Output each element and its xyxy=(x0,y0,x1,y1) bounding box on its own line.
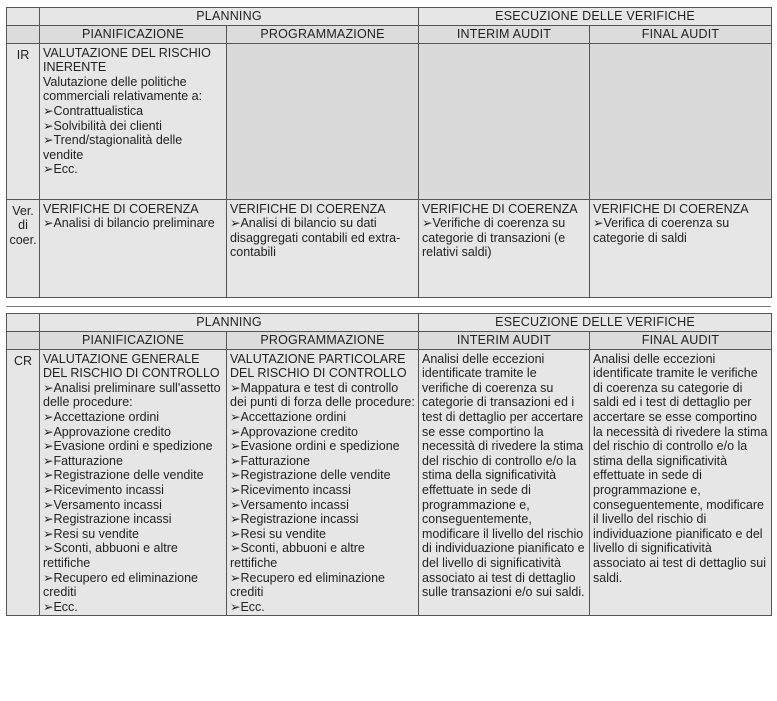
list-item: ➢Registrazione incassi xyxy=(230,512,359,527)
list-item: ➢Resi su vendite xyxy=(230,526,326,541)
list-item: ➢Accettazione ordini xyxy=(230,409,347,424)
cell-ver-pianificazione xyxy=(40,199,227,297)
corner-cell-2 xyxy=(7,331,40,349)
cell-cr-interim xyxy=(419,349,590,616)
cell-title: VERIFICHE DI COERENZA xyxy=(43,201,199,216)
list-item: ➢Contrattualistica xyxy=(43,103,144,118)
header-planning: PLANNING xyxy=(40,8,419,26)
header-interim-audit: INTERIM AUDIT xyxy=(419,25,590,43)
header-final-audit: FINAL AUDIT xyxy=(590,331,772,349)
list-item: ➢Trend/stagionalità delle vendite xyxy=(43,133,183,162)
cell-list xyxy=(43,381,223,615)
list-item: ➢Versamento incassi xyxy=(43,497,162,512)
cell-ver-programmazione xyxy=(227,199,419,297)
list-item: ➢Evasione ordini e spedizione xyxy=(43,439,213,454)
audit-table-inherent-risk xyxy=(6,7,772,298)
list-item: ➢Sconti, abbuoni e altre rettifiche xyxy=(43,541,178,570)
list-item: ➢Sconti, abbuoni e altre rettifiche xyxy=(230,541,365,570)
cell-title: VALUTAZIONE PARTICOLARE DEL RISCHIO DI CONTROLLO xyxy=(230,351,407,381)
cell-cr-final xyxy=(590,349,772,616)
list-item: ➢Accettazione ordini xyxy=(43,409,160,424)
corner-cell xyxy=(7,314,40,332)
cell-title: VERIFICHE DI COERENZA xyxy=(593,201,749,216)
list-item: ➢Recupero ed eliminazione crediti xyxy=(230,570,386,600)
header-final-audit: FINAL AUDIT xyxy=(590,25,772,43)
corner-cell xyxy=(7,8,40,26)
row-label-ver: Ver. di coer. xyxy=(7,199,40,297)
header-programmazione: PROGRAMMAZIONE xyxy=(227,25,419,43)
cell-list xyxy=(43,216,223,231)
header-pianificazione: PIANIFICAZIONE xyxy=(40,25,227,43)
row-ir xyxy=(7,43,772,199)
list-item: ➢Fatturazione xyxy=(230,453,310,468)
header-row-subphases xyxy=(7,331,772,349)
list-item: ➢Verifica di coerenza su categorie di saldi xyxy=(593,216,730,245)
list-item: ➢Ricevimento incassi xyxy=(43,482,164,497)
header-programmazione: PROGRAMMAZIONE xyxy=(227,331,419,349)
list-item: ➢Fatturazione xyxy=(43,453,123,468)
cell-ir-final-empty xyxy=(590,43,772,199)
list-item: ➢Ricevimento incassi xyxy=(230,482,351,497)
header-row-phases xyxy=(7,8,772,26)
cell-ir-pianificazione xyxy=(40,43,227,199)
list-item: ➢Registrazione delle vendite xyxy=(43,468,204,483)
header-row-phases xyxy=(7,314,772,332)
list-item: ➢Registrazione delle vendite xyxy=(230,468,391,483)
cell-list xyxy=(230,216,415,260)
header-esecuzione: ESECUZIONE DELLE VERIFICHE xyxy=(419,314,772,332)
row-cr xyxy=(7,349,772,616)
list-item: ➢Resi su vendite xyxy=(43,526,139,541)
list-item: ➢Versamento incassi xyxy=(230,497,349,512)
list-item: ➢Evasione ordini e spedizione xyxy=(230,439,400,454)
header-pianificazione: PIANIFICAZIONE xyxy=(40,331,227,349)
list-item: ➢Solvibilità dei clienti xyxy=(43,118,162,133)
cell-cr-pianificazione xyxy=(40,349,227,616)
cell-list xyxy=(593,216,768,245)
cell-ir-interim-empty xyxy=(419,43,590,199)
list-item: ➢Ecc. xyxy=(230,599,265,614)
header-planning: PLANNING xyxy=(40,314,419,332)
cell-list xyxy=(422,216,586,260)
header-interim-audit: INTERIM AUDIT xyxy=(419,331,590,349)
cell-intro: Valutazione delle politiche commerciali relativamente a: xyxy=(43,74,203,104)
cell-paragraph: Analisi delle eccezioni identificate tramite le verifiche di coerenza su categorie di saldi ed i test di dettaglio per accertare se esse comportino la necessità di rivedere la stima del rischio di controllo e/o la stima della significatività effettuate in sede di programmazione e, conseguentemente, modificare il livello del rischio di individuazione pianificato e del livello di significatività associato ai test di dettaglio sui saldi. xyxy=(593,351,768,585)
cell-cr-programmazione xyxy=(227,349,419,616)
list-item: ➢Mappatura e test di controllo dei punti di forza delle procedure: xyxy=(230,380,415,410)
row-label-cr: CR xyxy=(7,349,40,616)
cell-paragraph: Analisi delle eccezioni identificate tramite le verifiche di coerenza su categorie di transazioni ed i test di dettaglio per accertare se esse comportino la necessità di rivedere la stima del rischio di controllo e/o la stima della significatività effettuate in sede di programmazione e, conseguentemente, modificare il livello del rischio di individuazione pianificato e del livello di significatività associato ai test di dettaglio sulle transazioni e/o sui saldi. xyxy=(422,351,585,600)
list-item: ➢Recupero ed eliminazione crediti xyxy=(43,570,199,600)
cell-ver-final xyxy=(590,199,772,297)
cell-list xyxy=(43,104,223,177)
header-esecuzione: ESECUZIONE DELLE VERIFICHE xyxy=(419,8,772,26)
cell-title: VERIFICHE DI COERENZA xyxy=(422,201,578,216)
list-item: ➢Verifiche di coerenza su categorie di transazioni (e relativi saldi) xyxy=(422,216,566,260)
cell-list xyxy=(230,381,415,615)
list-item: ➢Ecc. xyxy=(43,162,78,177)
row-verifiche-coerenza xyxy=(7,199,772,297)
cell-title: VALUTAZIONE GENERALE DEL RISCHIO DI CONTROLLO xyxy=(43,351,220,381)
row-label-ir: IR xyxy=(7,43,40,199)
header-row-subphases xyxy=(7,25,772,43)
cell-ir-programmazione-empty xyxy=(227,43,419,199)
corner-cell-2 xyxy=(7,25,40,43)
list-item: ➢Approvazione credito xyxy=(43,424,171,439)
cell-title: VALUTAZIONE DEL RISCHIO INERENTE xyxy=(43,45,211,75)
list-item: ➢Registrazione incassi xyxy=(43,512,172,527)
list-item: ➢Analisi di bilancio preliminare xyxy=(43,216,215,231)
audit-table-control-risk xyxy=(6,313,772,616)
table-separator xyxy=(6,306,771,307)
list-item: ➢Analisi di bilancio su dati disaggregati contabili ed extra-contabili xyxy=(230,216,401,260)
list-item: ➢Approvazione credito xyxy=(230,424,358,439)
list-item: ➢Analisi preliminare sull'assetto delle procedure: xyxy=(43,380,221,410)
list-item: ➢Ecc. xyxy=(43,599,78,614)
cell-ver-interim xyxy=(419,199,590,297)
cell-title: VERIFICHE DI COERENZA xyxy=(230,201,386,216)
